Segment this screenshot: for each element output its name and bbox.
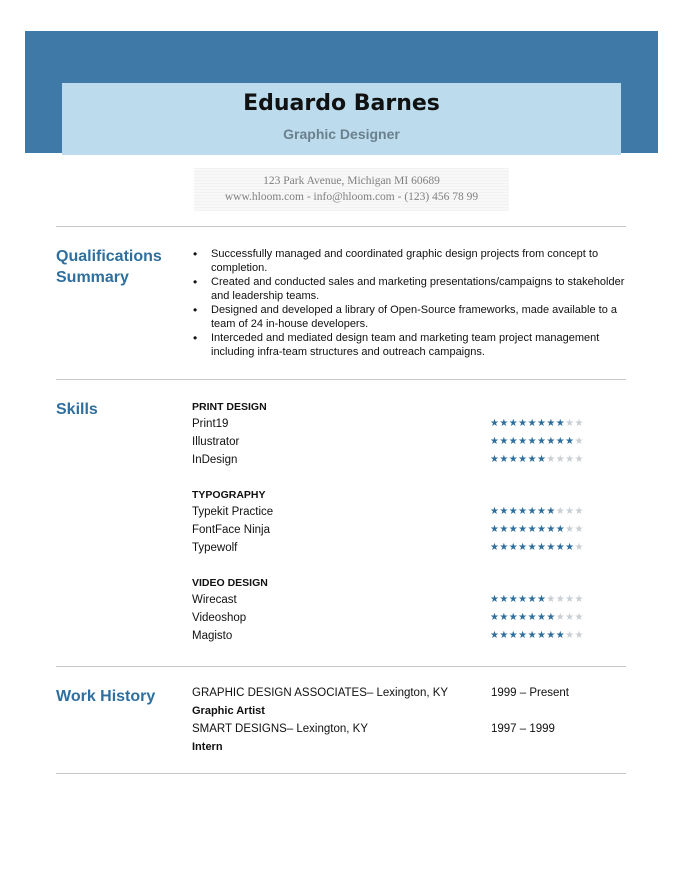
skill-row: [192, 503, 612, 521]
star-filled-icon: ★: [555, 436, 566, 447]
star-filled-icon: ★: [536, 524, 547, 535]
star-filled-icon: ★: [490, 542, 500, 553]
skill-name: Typewolf: [192, 542, 238, 554]
skill-rating: [490, 591, 584, 609]
star-filled-icon: ★: [508, 436, 519, 447]
star-empty-icon: ★: [555, 594, 566, 605]
skill-category-title: TYPOGRAPHY: [192, 489, 266, 501]
skill-row: [192, 627, 612, 645]
star-filled-icon: ★: [536, 630, 547, 641]
star-filled-icon: ★: [546, 612, 556, 623]
star-filled-icon: ★: [518, 506, 528, 517]
skill-category-title: VIDEO DESIGN: [192, 577, 268, 589]
skill-row: [192, 415, 612, 433]
work-history-list: [192, 684, 626, 756]
star-filled-icon: ★: [508, 594, 519, 605]
star-filled-icon: ★: [565, 542, 575, 553]
star-filled-icon: ★: [527, 454, 538, 465]
star-filled-icon: ★: [490, 506, 500, 517]
star-filled-icon: ★: [490, 418, 500, 429]
skill-name: InDesign: [192, 454, 238, 466]
skill-category: [192, 487, 612, 557]
star-filled-icon: ★: [499, 524, 509, 535]
star-filled-icon: ★: [490, 436, 500, 447]
skill-category: [192, 399, 612, 469]
star-filled-icon: ★: [508, 612, 519, 623]
star-filled-icon: ★: [536, 612, 547, 623]
star-filled-icon: ★: [499, 506, 509, 517]
star-filled-icon: ★: [499, 630, 509, 641]
star-filled-icon: ★: [499, 436, 509, 447]
star-filled-icon: ★: [527, 436, 538, 447]
skill-name: Magisto: [192, 630, 233, 642]
job-dates: 1999 – Present: [491, 687, 570, 699]
skill-name: FontFace Ninja: [192, 524, 270, 536]
star-filled-icon: ★: [536, 418, 547, 429]
star-filled-icon: ★: [555, 542, 566, 553]
star-filled-icon: ★: [555, 418, 566, 429]
qualification-item: • Created and conducted sales and marketing presentations/campaigns to stakeholder and leadership teams.: [193, 275, 625, 303]
skill-row: [192, 521, 612, 539]
star-filled-icon: ★: [499, 454, 509, 465]
star-filled-icon: ★: [499, 542, 509, 553]
star-filled-icon: ★: [518, 630, 528, 641]
star-filled-icon: ★: [499, 418, 509, 429]
job-entry: [192, 720, 626, 756]
skill-rating: [490, 415, 584, 433]
qualification-item: • Interceded and mediated design team and marketing team project management including infra-team structures and outreach campaigns.: [193, 331, 625, 359]
star-empty-icon: ★: [565, 454, 575, 465]
star-filled-icon: ★: [527, 612, 538, 623]
skill-rating: [490, 451, 584, 469]
job-dates: 1997 – 1999: [491, 723, 555, 735]
star-empty-icon: ★: [565, 630, 575, 641]
star-filled-icon: ★: [508, 418, 519, 429]
star-empty-icon: ★: [546, 454, 556, 465]
star-filled-icon: ★: [546, 418, 556, 429]
star-filled-icon: ★: [536, 506, 547, 517]
star-empty-icon: ★: [565, 418, 575, 429]
star-empty-icon: ★: [574, 612, 584, 623]
star-filled-icon: ★: [518, 524, 528, 535]
qualification-item: • Successfully managed and coordinated graphic design projects from concept to completion.: [193, 247, 625, 275]
star-empty-icon: ★: [555, 454, 566, 465]
section-divider: [56, 226, 626, 227]
skill-row: [192, 591, 612, 609]
job-company: SMART DESIGNS– Lexington, KY: [192, 723, 368, 735]
job-header: [192, 720, 626, 738]
star-filled-icon: ★: [536, 542, 547, 553]
skill-row: [192, 433, 612, 451]
star-filled-icon: ★: [499, 612, 509, 623]
skill-rating: [490, 503, 584, 521]
star-empty-icon: ★: [574, 436, 584, 447]
star-filled-icon: ★: [527, 542, 538, 553]
skill-category-title: PRINT DESIGN: [192, 401, 267, 413]
job-entry: [192, 684, 626, 720]
star-filled-icon: ★: [546, 542, 556, 553]
star-filled-icon: ★: [508, 506, 519, 517]
section-divider: [56, 666, 626, 667]
star-empty-icon: ★: [565, 506, 575, 517]
star-empty-icon: ★: [565, 594, 575, 605]
qualifications-heading: Qualifications Summary: [56, 248, 162, 286]
star-filled-icon: ★: [565, 436, 575, 447]
star-filled-icon: ★: [536, 454, 547, 465]
skill-name: Videoshop: [192, 612, 247, 624]
candidate-title: Graphic Designer: [283, 126, 400, 142]
star-empty-icon: ★: [574, 418, 584, 429]
star-filled-icon: ★: [490, 524, 500, 535]
skills-heading: Skills: [56, 401, 98, 418]
star-empty-icon: ★: [574, 594, 584, 605]
star-empty-icon: ★: [574, 506, 584, 517]
skill-rating: [490, 627, 584, 645]
star-filled-icon: ★: [518, 418, 528, 429]
star-filled-icon: ★: [536, 436, 547, 447]
skill-name: Illustrator: [192, 436, 240, 448]
star-empty-icon: ★: [574, 524, 584, 535]
job-company: GRAPHIC DESIGN ASSOCIATES– Lexington, KY: [192, 687, 449, 699]
skill-name: Print19: [192, 418, 229, 430]
star-filled-icon: ★: [518, 612, 528, 623]
star-filled-icon: ★: [518, 454, 528, 465]
star-empty-icon: ★: [546, 594, 556, 605]
star-filled-icon: ★: [527, 524, 538, 535]
star-empty-icon: ★: [574, 542, 584, 553]
star-filled-icon: ★: [555, 630, 566, 641]
job-role: Graphic Artist: [192, 705, 265, 717]
star-empty-icon: ★: [574, 454, 584, 465]
skill-name: Typekit Practice: [192, 506, 274, 518]
skill-rating: [490, 609, 584, 627]
contact-line: www.hloom.com - info@hloom.com - (123) 456 78 99: [224, 191, 479, 203]
star-filled-icon: ★: [518, 542, 528, 553]
star-empty-icon: ★: [555, 612, 566, 623]
job-header: [192, 684, 626, 702]
section-divider: [56, 773, 626, 774]
skill-category: [192, 575, 612, 645]
star-filled-icon: ★: [490, 612, 500, 623]
star-filled-icon: ★: [546, 436, 556, 447]
skills-list: [192, 399, 612, 645]
qualification-item: • Designed and developed a library of Open-Source frameworks, made available to a team of 24 in-house developers.: [193, 303, 625, 331]
star-filled-icon: ★: [490, 594, 500, 605]
star-filled-icon: ★: [546, 630, 556, 641]
star-filled-icon: ★: [527, 630, 538, 641]
skill-rating: [490, 521, 584, 539]
star-filled-icon: ★: [508, 454, 519, 465]
skill-rating: [490, 539, 584, 557]
qualifications-list: [193, 247, 625, 359]
section-divider: [56, 379, 626, 380]
job-role: Intern: [192, 741, 223, 753]
contact-box: [194, 168, 509, 211]
star-filled-icon: ★: [536, 594, 547, 605]
star-filled-icon: ★: [518, 594, 528, 605]
star-filled-icon: ★: [527, 594, 538, 605]
candidate-name: Eduardo Barnes: [243, 91, 440, 116]
star-empty-icon: ★: [565, 612, 575, 623]
star-filled-icon: ★: [508, 542, 519, 553]
star-filled-icon: ★: [527, 418, 538, 429]
star-filled-icon: ★: [508, 630, 519, 641]
skill-row: [192, 451, 612, 469]
star-filled-icon: ★: [508, 524, 519, 535]
star-filled-icon: ★: [546, 524, 556, 535]
star-empty-icon: ★: [555, 506, 566, 517]
star-filled-icon: ★: [499, 594, 509, 605]
star-filled-icon: ★: [490, 454, 500, 465]
skill-name: Wirecast: [192, 594, 237, 606]
star-empty-icon: ★: [565, 524, 575, 535]
star-filled-icon: ★: [546, 506, 556, 517]
address-line: 123 Park Avenue, Michigan MI 60689: [263, 175, 440, 187]
star-filled-icon: ★: [490, 630, 500, 641]
star-filled-icon: ★: [527, 506, 538, 517]
star-empty-icon: ★: [574, 630, 584, 641]
work-history-heading: Work History: [56, 688, 156, 705]
skill-row: [192, 609, 612, 627]
skill-rating: [490, 433, 584, 451]
star-filled-icon: ★: [518, 436, 528, 447]
name-box: [62, 83, 621, 155]
skill-row: [192, 539, 612, 557]
star-filled-icon: ★: [555, 524, 566, 535]
